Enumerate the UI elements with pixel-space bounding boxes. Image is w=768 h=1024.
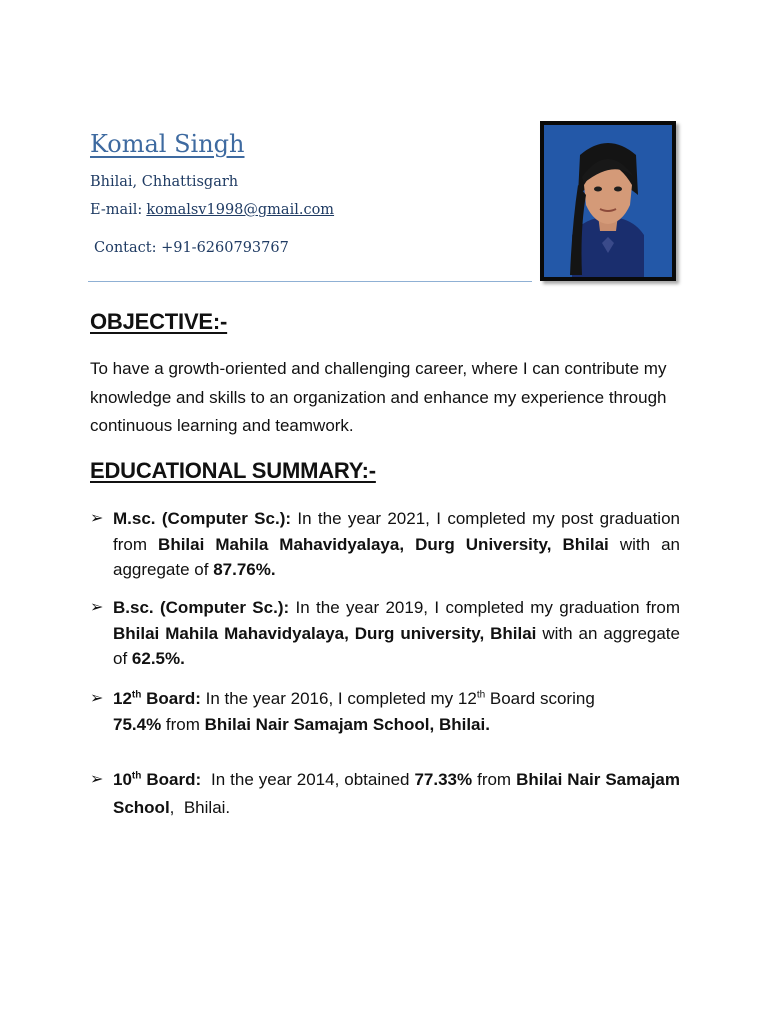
- bsc-score: 62.5%.: [131, 649, 185, 668]
- board-12th-num: 12: [113, 689, 132, 708]
- board-10th-label: Board:: [141, 770, 202, 789]
- education-item-msc: [90, 506, 680, 583]
- 12th-score: 75.4%: [113, 714, 162, 734]
- arrow-bullet-icon: ➢: [90, 510, 104, 527]
- 10th-score: 77.33%: [414, 770, 473, 789]
- 10th-from-text: from: [472, 770, 517, 789]
- 12th-scoring-text: Board scoring: [485, 689, 595, 708]
- board-10th-sup: th: [131, 770, 142, 782]
- 10th-city-text: , Bhilai.: [169, 798, 231, 817]
- 10th-school: Bhilai Nair Samajam School: [113, 770, 685, 817]
- education-heading: EDUCATIONAL SUMMARY:-: [90, 458, 376, 483]
- objective-text: To have a growth-oriented and challenging career, where I can contribute my knowledge and skills to an organization and enhance my experience through continuous learning and teamwork.: [90, 359, 667, 435]
- education-item-12th: [90, 686, 680, 737]
- education-item-10th: [90, 766, 685, 822]
- resume-header: [90, 130, 532, 256]
- board-12th-label: Board:: [141, 689, 201, 708]
- board-10th: [113, 770, 201, 789]
- 12th-from-text: from: [161, 714, 205, 734]
- board-12th-sup: th: [131, 689, 142, 701]
- board-10th-num: 10: [113, 770, 132, 789]
- email-link[interactable]: komalsv1998@gmail.com: [146, 202, 335, 218]
- degree-bsc: B.sc. (Computer Sc.):: [113, 598, 290, 617]
- arrow-bullet-icon: ➢: [90, 771, 104, 788]
- msc-text: In the year 2021, I completed my post graduation from: [113, 509, 680, 554]
- 12th-school: Bhilai Nair Samajam School, Bhilai.: [204, 714, 490, 734]
- email-label: E-mail:: [90, 202, 143, 218]
- candidate-name: Komal Singh: [90, 130, 245, 158]
- bsc-aggregate-text: with an aggregate of: [113, 623, 680, 668]
- msc-aggregate-text: with an aggregate of: [113, 534, 680, 579]
- degree-msc: M.sc. (Computer Sc.):: [113, 509, 292, 528]
- board-12th: [113, 689, 201, 708]
- msc-score: 87.76%.: [213, 560, 276, 579]
- bsc-college: Bhilai Mahila Mahavidyalaya, Durg university, Bhilai: [113, 623, 537, 643]
- arrow-bullet-icon: ➢: [90, 599, 104, 616]
- profile-photo: [540, 121, 676, 281]
- msc-college: Bhilai Mahila Mahavidyalaya, Durg University, Bhilai: [158, 534, 609, 554]
- 12th-text-sup: th: [476, 689, 486, 701]
- education-item-bsc: [90, 595, 680, 672]
- email-line: [90, 202, 532, 218]
- 10th-text: In the year 2014, obtained: [201, 770, 415, 789]
- contact-number: Contact: +91-6260793767: [94, 240, 289, 256]
- person-portrait-icon: [544, 125, 672, 277]
- location: Bhilai, Chhattisgarh: [90, 174, 239, 190]
- arrow-bullet-icon: ➢: [90, 690, 104, 707]
- bsc-text: In the year 2019, I completed my graduation from: [289, 598, 680, 617]
- header-divider: [88, 281, 532, 282]
- objective-heading: OBJECTIVE:-: [90, 309, 228, 334]
- 12th-text: In the year 2016, I completed my 12: [200, 689, 477, 708]
